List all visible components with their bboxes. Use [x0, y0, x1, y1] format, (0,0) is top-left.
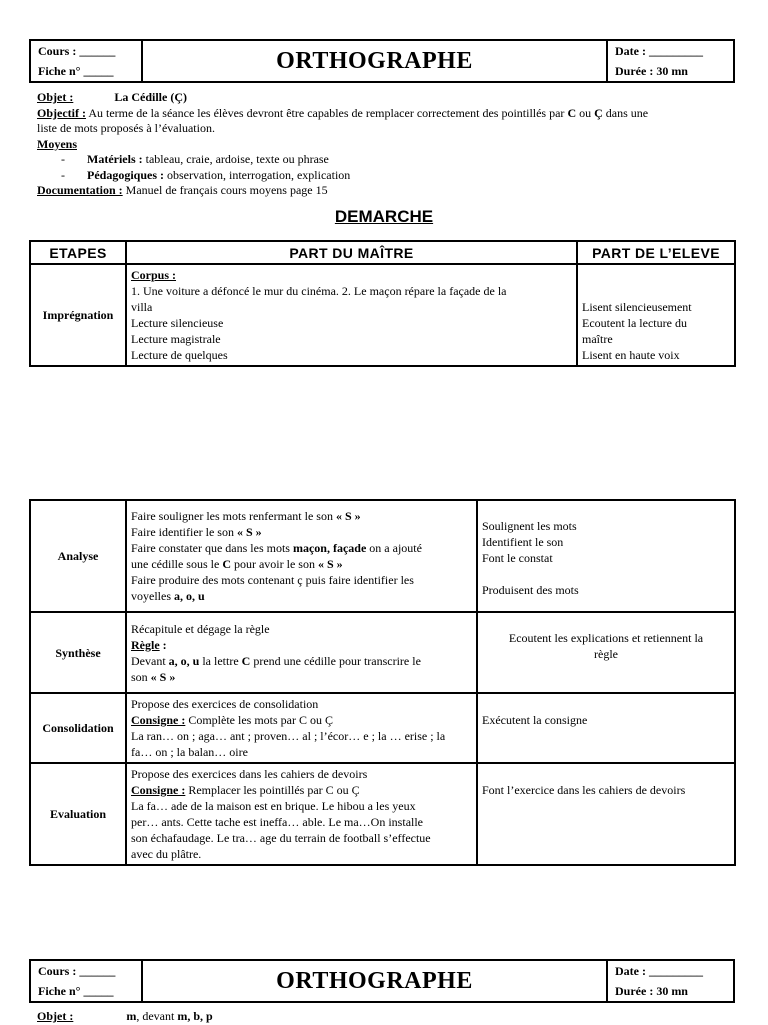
cours-field: Cours : ______	[38, 44, 116, 58]
duree-field: Durée : 30 mn	[615, 984, 688, 998]
text-span: a, o, u	[174, 589, 205, 603]
objet-line-bottom	[37, 1009, 737, 1025]
header-part-de-leleve: PART DE L’ELEVE	[577, 241, 735, 264]
demarche-heading: DEMARCHE	[334, 207, 434, 226]
text-span: Complète les mots par C ou Ç	[185, 713, 333, 727]
fiche-field: Fiche n° _____	[38, 64, 114, 78]
text-span: Faire identifier le son	[131, 525, 237, 539]
stage-consolidation: Consolidation	[30, 693, 126, 763]
materiels-label: Matériels :	[87, 152, 143, 166]
text-span: Faire souligner les mots renfermant le son	[131, 509, 336, 523]
objet-line	[37, 90, 737, 106]
maitre-synthese	[126, 612, 477, 693]
maitre-impregnation	[126, 264, 577, 366]
date-field: Date : _________	[615, 964, 703, 978]
eleve-line: Ecoutent les explications et retiennent la	[508, 631, 704, 645]
text-span: une cédille sous le	[131, 557, 223, 571]
text-span: a, o, u	[168, 653, 200, 668]
maitre-evaluation	[126, 763, 477, 865]
maitre-line: Lecture silencieuse	[131, 316, 224, 330]
text-span: , devant	[136, 1009, 178, 1023]
maitre-line: Propose des exercices dans les cahiers de devoirs	[131, 767, 368, 781]
text-span: son	[131, 669, 151, 684]
maitre-line	[131, 556, 472, 572]
table-header-row	[30, 241, 735, 264]
cours-fiche-cell	[30, 960, 142, 1002]
text-span: « S »	[335, 509, 361, 523]
consigne-line	[131, 782, 472, 798]
text-span: pour avoir le son	[230, 557, 318, 571]
dash-bullet: -	[61, 167, 65, 182]
regle-label: Règle	[131, 637, 160, 652]
materiels-value: tableau, craie, ardoise, texte ou phrase	[142, 152, 329, 166]
date-field: Date : _________	[615, 44, 703, 58]
stage-synthese: Synthèse	[30, 612, 126, 693]
text-span: prend une cédille pour transcrire le	[250, 653, 421, 668]
lesson-info	[37, 90, 737, 199]
eleve-line: Font le constat	[482, 551, 553, 565]
objectif-ou: ou	[576, 105, 595, 120]
duree-field: Durée : 30 mn	[615, 64, 688, 78]
maitre-line: Récapitule et dégage la règle	[131, 621, 270, 636]
moyens-line	[37, 137, 737, 153]
text-span: on a ajouté	[366, 541, 422, 555]
table-row	[30, 693, 735, 763]
maitre-line: avec du plâtre.	[131, 847, 202, 861]
maitre-line: Faire produire des mots contenant ç puis faire identifier les	[131, 573, 414, 587]
documentation-value: Manuel de français cours moyens page 15	[122, 183, 328, 197]
eleve-line: règle	[594, 647, 618, 661]
text-span: m, b, p	[177, 1009, 213, 1023]
maitre-line	[131, 508, 472, 524]
objet-label: Objet :	[37, 90, 74, 104]
table-row	[30, 763, 735, 865]
pedagogiques-value: observation, interrogation, explication	[164, 167, 351, 182]
text-span: :	[159, 637, 167, 652]
eleve-line: Soulignent les mots	[482, 519, 577, 533]
maitre-line	[131, 588, 472, 604]
text-span: « S »	[236, 525, 262, 539]
objectif-text: Au terme de la séance les élèves devront être capables de remplacer correctement des pointillés par	[85, 105, 568, 120]
eleve-line: Ecoutent la lecture du	[582, 316, 687, 330]
cours-fiche-cell	[30, 40, 142, 82]
text-span: Remplacer les pointillés par C ou Ç	[185, 783, 360, 797]
date-duree-cell	[607, 40, 734, 82]
demarche-table-1	[29, 240, 736, 367]
objet-value: La Cédille (Ç)	[114, 90, 187, 104]
maitre-line: Lecture de quelques	[131, 348, 228, 362]
text-span: « S »	[150, 669, 176, 684]
objet-label: Objet :	[37, 1009, 74, 1023]
corpus-label: Corpus :	[131, 268, 177, 282]
consigne-label: Consigne :	[131, 713, 186, 727]
eleve-line: Font l’exercice dans les cahiers de devoirs	[482, 783, 686, 797]
maitre-line	[131, 540, 472, 556]
objectif-c: C	[567, 105, 577, 120]
demarche-table-2	[29, 499, 736, 866]
eleve-impregnation	[577, 264, 735, 366]
eleve-line: Produisent des mots	[482, 583, 579, 597]
text-span: Faire constater que dans les mots	[131, 541, 293, 555]
eleve-consolidation	[477, 693, 735, 763]
text-span: C	[241, 653, 251, 668]
header-box-bottom	[29, 959, 735, 1003]
objectif-line	[37, 106, 737, 122]
documentation-line	[37, 183, 737, 199]
eleve-line: Exécutent la consigne	[482, 713, 588, 727]
maitre-line	[131, 524, 472, 540]
page-title: ORTHOGRAPHE	[142, 960, 607, 1002]
pedagogiques-label: Pédagogiques :	[87, 167, 165, 182]
maitre-analyse	[126, 500, 477, 612]
cours-field: Cours : ______	[38, 964, 116, 978]
eleve-line: Lisent silencieusement	[582, 300, 692, 314]
pedagogiques-line	[37, 168, 737, 184]
maitre-line: per… ants. Cette tache est ineffa… able. Le ma…On installe	[131, 815, 424, 829]
documentation-label: Documentation :	[37, 183, 123, 197]
objectif-line-2: liste de mots proposés à l’évaluation.	[37, 121, 215, 135]
materiels-line	[37, 152, 737, 168]
regle-line	[131, 637, 472, 653]
maitre-line: son échafaudage. Le tra… age du terrain de football s’effectue	[131, 831, 431, 845]
date-duree-cell	[607, 960, 734, 1002]
objectif-label: Objectif :	[37, 105, 86, 120]
text-span: C	[222, 557, 231, 571]
dash-bullet: -	[61, 152, 65, 166]
stage-analyse: Analyse	[30, 500, 126, 612]
stage-evaluation: Evaluation	[30, 763, 126, 865]
text-span: maçon, façade	[292, 541, 367, 555]
moyens-label: Moyens	[37, 136, 77, 151]
text-span: « S »	[317, 557, 343, 571]
objectif-cc: Ç	[594, 105, 603, 120]
text-span: la lettre	[199, 653, 242, 668]
objectif-text-end: dans une	[602, 105, 649, 120]
eleve-analyse	[477, 500, 735, 612]
stage-impregnation: Imprégnation	[30, 264, 126, 366]
header-etapes: ETAPES	[30, 241, 126, 264]
objet-value	[126, 1009, 212, 1023]
eleve-line: maître	[582, 332, 613, 346]
table-row	[30, 264, 735, 366]
text-span: Devant	[131, 653, 169, 668]
maitre-line: Lecture magistrale	[131, 332, 221, 346]
eleve-synthese	[477, 612, 735, 693]
header-box-top	[29, 39, 735, 83]
eleve-line: Lisent en haute voix	[582, 348, 680, 362]
text-span: voyelles	[131, 589, 174, 603]
text-span: m	[126, 1009, 137, 1023]
header-part-du-maitre: PART DU MAÎTRE	[126, 241, 577, 264]
maitre-line: La ran… on ; aga… ant ; proven… al ; l’écor… e ; la … erise ; la	[131, 729, 446, 743]
eleve-evaluation	[477, 763, 735, 865]
corpus-line: 1. Une voiture a défoncé le mur du cinéma. 2. Le maçon répare la façade de la	[131, 284, 507, 298]
table-row	[30, 612, 735, 693]
fiche-field: Fiche n° _____	[38, 984, 114, 998]
consigne-label: Consigne :	[131, 783, 186, 797]
maitre-line: La fa… ade de la maison est en brique. Le hibou a les yeux	[131, 799, 416, 813]
maitre-line	[131, 653, 472, 669]
maitre-line: fa… on ; la balan… oire	[131, 745, 248, 759]
maitre-line: Propose des exercices de consolidation	[131, 697, 319, 711]
maitre-line	[131, 669, 472, 685]
page-title: ORTHOGRAPHE	[142, 40, 607, 82]
eleve-line: Identifient le son	[482, 535, 564, 549]
table-row	[30, 500, 735, 612]
corpus-line: villa	[131, 300, 153, 314]
maitre-consolidation	[126, 693, 477, 763]
consigne-line	[131, 712, 472, 728]
